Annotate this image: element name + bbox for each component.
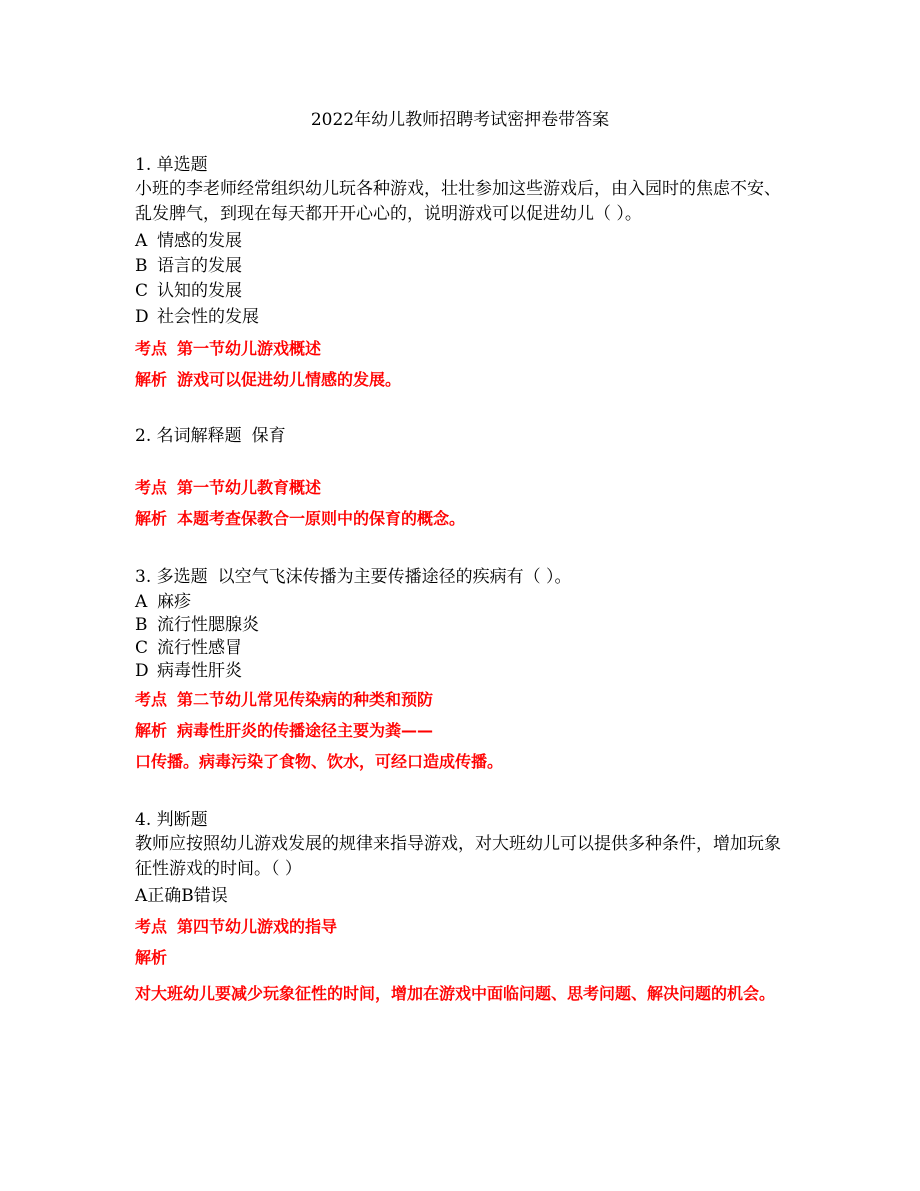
q4-options: A正确B错误: [135, 886, 228, 906]
option-letter: A: [135, 592, 148, 612]
jiexi-text: 本题考查保教合一原则中的保育的概念。: [177, 509, 466, 528]
option-text: 社会性的发展: [157, 307, 259, 327]
q3-option-d: [135, 659, 790, 683]
kaodian-label: 考点: [135, 690, 168, 709]
q1-stem: 小班的李老师经常组织幼儿玩各种游戏，壮壮参加这些游戏后，由入园时的焦虑不安、乱发脾气，到现在每天都开开心心的，说明游戏可以促进幼儿（ ）。: [135, 179, 781, 224]
q3-kaodian: [135, 688, 790, 712]
q2-type: 2. 名词解释题: [135, 426, 242, 446]
jiexi-label: 解析: [135, 509, 168, 528]
q1-option-d: [135, 305, 790, 329]
jiexi-label: 解析: [135, 370, 168, 389]
q2-stem: 保育: [251, 426, 286, 446]
jiexi-text: 病毒性肝炎的传播途径主要为粪——: [177, 721, 434, 740]
kaodian-text: 第二节幼儿常见传染病的种类和预防: [177, 690, 434, 709]
q4-jiexi-text: 对大班幼儿要减少玩象征性的时间，增加在游戏中面临问题、思考问题、解决问题的机会。: [135, 984, 776, 1003]
option-letter: D: [135, 307, 149, 327]
option-letter: C: [135, 281, 149, 301]
q3-header: [135, 565, 790, 589]
option-text: 流行性感冒: [157, 638, 242, 658]
option-letter: D: [135, 661, 149, 681]
option-letter: C: [135, 638, 149, 658]
q3-jiexi-continued: 口传播。病毒污染了食物、饮水，可经口造成传播。: [135, 752, 504, 771]
kaodian-label: 考点: [135, 339, 168, 358]
page-title: 2022年幼儿教师招聘考试密押卷带答案: [310, 110, 610, 130]
q4-kaodian: [135, 915, 790, 939]
kaodian-label: 考点: [135, 478, 168, 497]
kaodian-label: 考点: [135, 917, 168, 936]
q3-option-b: [135, 613, 790, 637]
option-text: 麻疹: [157, 592, 191, 612]
q3-stem: 以空气飞沫传播为主要传播途径的疾病有（ ）。: [217, 567, 572, 587]
option-text: 语言的发展: [157, 256, 242, 276]
q1-option-a: [135, 229, 790, 253]
option-letter: B: [135, 256, 148, 276]
jiexi-label: 解析: [135, 721, 168, 740]
q2-header: [135, 424, 790, 448]
q4-jiexi-label: 解析: [135, 948, 168, 967]
option-letter: B: [135, 615, 148, 635]
q1-type: 1. 单选题: [135, 155, 208, 175]
option-text: 认知的发展: [157, 281, 242, 301]
q2-jiexi: [135, 507, 790, 531]
q2-kaodian: [135, 476, 790, 500]
q1-kaodian: [135, 337, 790, 361]
option-text: 情感的发展: [157, 231, 242, 251]
q3-type: 3. 多选题: [135, 567, 208, 587]
option-letter: A: [135, 231, 148, 251]
q3-option-c: [135, 636, 790, 660]
kaodian-text: 第一节幼儿教育概述: [177, 478, 322, 497]
jiexi-text: 游戏可以促进幼儿情感的发展。: [177, 370, 402, 389]
q3-jiexi: [135, 719, 790, 743]
option-text: 病毒性肝炎: [157, 661, 242, 681]
q3-option-a: [135, 590, 790, 614]
q1-option-c: [135, 279, 790, 303]
q1-jiexi: [135, 368, 790, 392]
q4-stem: 教师应按照幼儿游戏发展的规律来指导游戏，对大班幼儿可以提供多种条件，增加玩象征性游戏的时间。（ ）: [135, 834, 781, 879]
kaodian-text: 第四节幼儿游戏的指导: [177, 917, 338, 936]
q4-type: 4. 判断题: [135, 810, 208, 830]
kaodian-text: 第一节幼儿游戏概述: [177, 339, 322, 358]
q1-option-b: [135, 254, 790, 278]
option-text: 流行性腮腺炎: [157, 615, 259, 635]
